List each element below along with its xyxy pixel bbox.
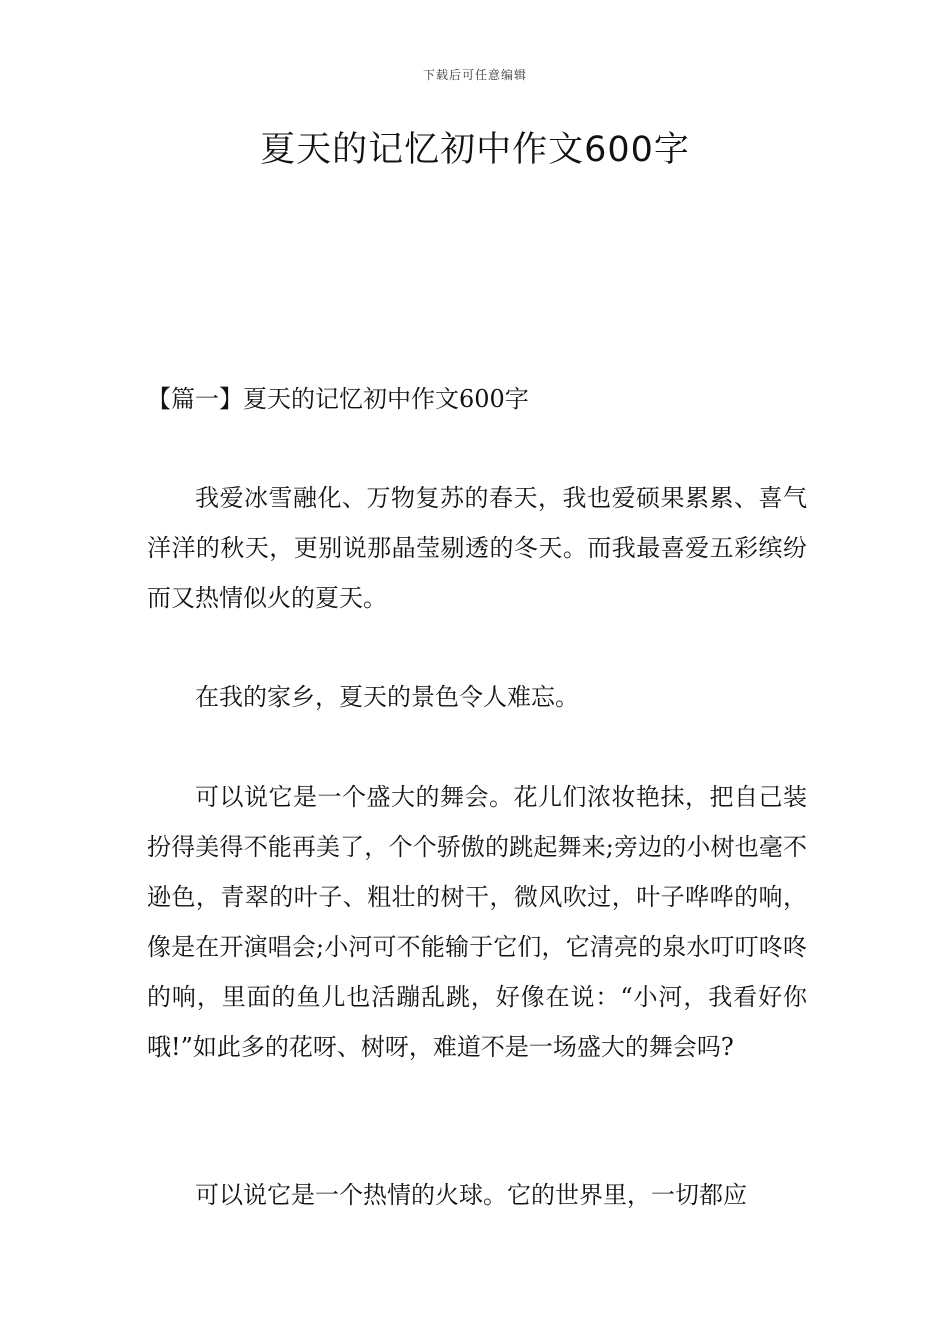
paragraph-3: 可以说它是一个盛大的舞会。花儿们浓妆艳抹，把自己装扮得美得不能再美了，个个骄傲的跳起舞来;旁边的小树也毫不逊色，青翠的叶子、粗壮的树干，微风吹过，叶子哗哗的响，像是在开演唱会;小河可不能输于它们，它清亮的泉水叮叮咚咚的响，里面的鱼儿也活蹦乱跳，好像在说：“小河，我看好你哦!”如此多的花呀、树呀，难道不是一场盛大的舞会吗?: [147, 783, 807, 1061]
header-note: 下载后可任意编辑: [422, 68, 527, 82]
section-heading: 【篇一】夏天的记忆初中作文600字: [147, 385, 529, 413]
paragraph-1: 我爱冰雪融化、万物复苏的春天，我也爱硕果累累、喜气洋洋的秋天，更别说那晶莹剔透的冬天。而我最喜爱五彩缤纷而又热情似火的夏天。: [147, 484, 807, 612]
document-title: 夏天的记忆初中作文600字: [260, 130, 690, 170]
paragraph-4: 可以说它是一个热情的火球。它的世界里，一切都应: [195, 1181, 747, 1209]
paragraph-2: 在我的家乡，夏天的景色令人难忘。: [195, 683, 579, 711]
